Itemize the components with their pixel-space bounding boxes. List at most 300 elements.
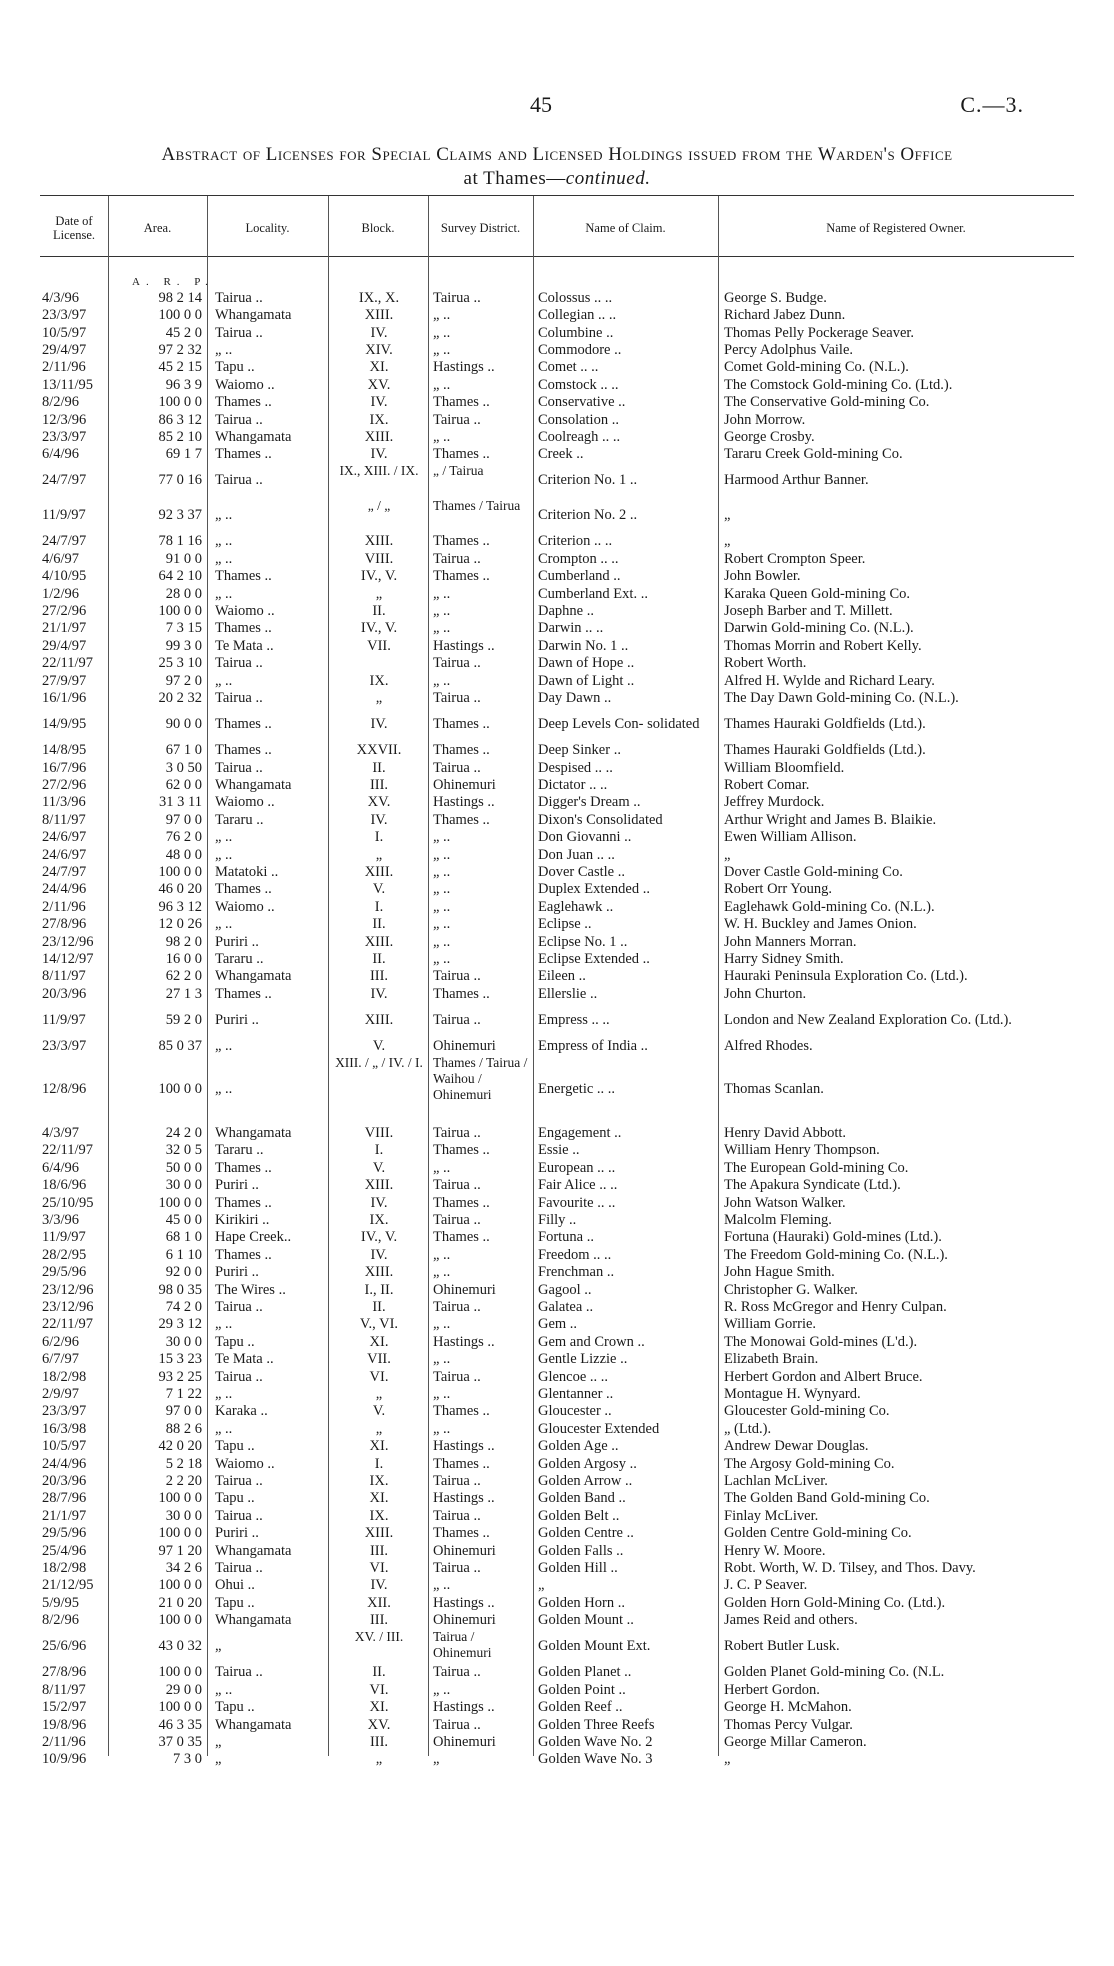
- cell-owner: William Gorrie.: [724, 1316, 817, 1333]
- cell-area: 100 0 0: [158, 1577, 202, 1594]
- cell-block: I.: [374, 1142, 384, 1159]
- cell-date: 2/11/96: [42, 898, 86, 915]
- cell-area: 46 3 35: [158, 1716, 202, 1733]
- cell-area: 96 3 9: [165, 376, 202, 393]
- table-row: [0, 1263, 1114, 1280]
- cell-district: Hastings ..: [433, 1594, 495, 1611]
- cell-locality: Waiomo ..: [215, 1455, 275, 1472]
- cell-area: 2 2 20: [165, 1472, 202, 1489]
- cell-owner: The Freedom Gold-mining Co. (N.L.).: [724, 1246, 948, 1263]
- cell-date: 25/4/96: [42, 1542, 87, 1559]
- cell-area: 68 1 0: [165, 1229, 202, 1246]
- cell-district: Tairua ..: [433, 655, 481, 672]
- table-row: [0, 915, 1114, 932]
- cell-area: 32 0 5: [165, 1142, 202, 1159]
- cell-block: XIII.: [364, 1011, 394, 1028]
- table-row: [0, 1211, 1114, 1228]
- cell-date: 27/2/96: [42, 776, 87, 793]
- cell-district: „ ..: [433, 1577, 451, 1594]
- cell-district: Tairua ..: [433, 1177, 481, 1194]
- cell-block: XI.: [369, 1490, 389, 1507]
- cell-block: II.: [372, 759, 386, 776]
- cell-date: 27/8/96: [42, 1664, 87, 1681]
- cell-locality: Whangamata: [215, 428, 292, 445]
- cell-locality: Ohui ..: [215, 1577, 255, 1594]
- cell-district: Tairua ..: [433, 759, 481, 776]
- cell-claim: Duplex Extended ..: [538, 881, 650, 898]
- cell-area: 100 0 0: [158, 863, 202, 880]
- cell-claim: Golden Argosy ..: [538, 1455, 637, 1472]
- cell-area: 29 3 12: [158, 1316, 202, 1333]
- cell-block: III.: [369, 1733, 389, 1750]
- cell-date: 4/3/96: [42, 289, 80, 306]
- cell-locality: Hape Creek..: [215, 1229, 292, 1246]
- table-row: [0, 1733, 1114, 1750]
- cell-date: 22/11/97: [42, 655, 94, 672]
- cell-owner: William Bloomfield.: [724, 759, 845, 776]
- cell-area: 69 1 7: [165, 446, 202, 463]
- cell-district: „ ..: [433, 1159, 451, 1176]
- cell-locality: Thames ..: [215, 881, 272, 898]
- cell-area: 97 1 20: [158, 1542, 202, 1559]
- cell-locality: Puriri ..: [215, 1264, 259, 1281]
- cell-district: „ ..: [433, 1420, 451, 1437]
- cell-district: Hastings ..: [433, 1438, 495, 1455]
- cell-block: XIII.: [364, 1177, 394, 1194]
- cell-owner: John Manners Morran.: [724, 933, 857, 950]
- cell-owner: Golden Planet Gold-mining Co. (N.L.: [724, 1664, 945, 1681]
- cell-claim: Golden Arrow ..: [538, 1472, 633, 1489]
- table-row: [0, 1368, 1114, 1385]
- page-title: [40, 143, 1074, 191]
- cell-locality: „ ..: [215, 550, 233, 567]
- cell-claim: Empress .. ..: [538, 1011, 610, 1028]
- cell-area: 76 2 0: [165, 829, 202, 846]
- cell-district: Ohinemuri: [433, 1037, 496, 1054]
- cell-owner: Robert Crompton Speer.: [724, 550, 866, 567]
- cell-date: 8/11/97: [42, 811, 86, 828]
- cell-area: 86 3 12: [158, 411, 202, 428]
- cell-date: 20/3/96: [42, 1472, 87, 1489]
- cell-locality: Tairua ..: [215, 759, 263, 776]
- cell-block: IV.: [370, 811, 388, 828]
- cell-owner: John Morrow.: [724, 411, 806, 428]
- cell-locality: The Wires ..: [215, 1281, 286, 1298]
- cell-area: 31 3 11: [159, 794, 202, 811]
- cell-district: Hastings ..: [433, 1333, 495, 1350]
- cell-owner: „: [724, 507, 731, 524]
- cell-area: 92 0 0: [165, 1264, 202, 1281]
- cell-block: III.: [369, 1542, 389, 1559]
- cell-date: 24/7/97: [42, 472, 87, 489]
- cell-date: 22/11/97: [42, 1142, 94, 1159]
- table-row: [0, 341, 1114, 358]
- cell-owner: Golden Horn Gold-Mining Co. (Ltd.).: [724, 1594, 946, 1611]
- cell-date: 22/11/97: [42, 1316, 94, 1333]
- cell-claim: Golden Age ..: [538, 1438, 619, 1455]
- cell-claim: Don Giovanni ..: [538, 829, 632, 846]
- table-row: [0, 1664, 1114, 1681]
- cell-locality: Whangamata: [215, 776, 292, 793]
- cell-owner: Hauraki Peninsula Exploration Co. (Ltd.).: [724, 968, 968, 985]
- cell-claim: Gloucester Extended: [538, 1420, 660, 1437]
- cell-locality: Tairua ..: [215, 1472, 263, 1489]
- cell-block: XIII.: [364, 933, 394, 950]
- cell-locality: Whangamata: [215, 1124, 292, 1141]
- cell-block: IV.: [370, 715, 388, 732]
- cell-district: Tairua / Ohinemuri: [433, 1628, 492, 1660]
- cell-date: 14/9/95: [42, 715, 87, 732]
- cell-date: 11/9/97: [42, 1229, 86, 1246]
- cell-locality: Waiomo ..: [215, 602, 275, 619]
- cell-block: I.: [374, 1455, 384, 1472]
- cell-block: XI.: [369, 1699, 389, 1716]
- cell-owner: Malcolm Fleming.: [724, 1211, 832, 1228]
- table-row: [0, 933, 1114, 950]
- cell-block: IV.: [370, 394, 388, 411]
- cell-block: IV.: [370, 1577, 388, 1594]
- cell-area: 37 0 35: [158, 1733, 202, 1750]
- cell-block: IX.: [369, 1472, 389, 1489]
- cell-block: „: [375, 1420, 383, 1437]
- title-line-2b: continued.: [565, 168, 651, 189]
- cell-claim: Golden Band ..: [538, 1490, 626, 1507]
- table-row: [0, 1316, 1114, 1333]
- cell-claim: Gloucester ..: [538, 1403, 612, 1420]
- cell-owner: Eaglehawk Gold-mining Co. (N.L.).: [724, 898, 935, 915]
- cell-area: 28 0 0: [165, 585, 202, 602]
- cell-district: Ohinemuri: [433, 1281, 496, 1298]
- cell-locality: Tairua ..: [215, 689, 263, 706]
- cell-date: 29/4/97: [42, 341, 87, 358]
- cell-locality: Tararu ..: [215, 811, 264, 828]
- table-row: [0, 533, 1114, 550]
- cell-locality: „ ..: [215, 1385, 233, 1402]
- cell-owner: Harry Sidney Smith.: [724, 950, 844, 967]
- cell-date: 18/6/96: [42, 1177, 87, 1194]
- header-claim: Name of Claim.: [585, 221, 666, 235]
- cell-block: V.: [372, 1403, 386, 1420]
- cell-locality: Kirikiri ..: [215, 1211, 270, 1228]
- cell-locality: Thames ..: [215, 568, 272, 585]
- cell-owner: Fortuna (Hauraki) Gold-mines (Ltd.).: [724, 1229, 942, 1246]
- cell-district: Tairua ..: [433, 1211, 481, 1228]
- cell-claim: Darwin No. 1 ..: [538, 637, 629, 654]
- area-units: A. R. P.: [132, 276, 214, 288]
- cell-block: „: [375, 585, 383, 602]
- table-row: [0, 1055, 1114, 1125]
- cell-block: XIII.: [364, 1525, 394, 1542]
- cell-claim: Galatea ..: [538, 1298, 594, 1315]
- cell-claim: Commodore ..: [538, 341, 622, 358]
- cell-claim: Consolation ..: [538, 411, 619, 428]
- table-row: [0, 1455, 1114, 1472]
- cell-area: 98 2 14: [158, 289, 202, 306]
- cell-locality: Tairua ..: [215, 1298, 263, 1315]
- cell-district: „ ..: [433, 376, 451, 393]
- cell-owner: Montague H. Wynyard.: [724, 1385, 861, 1402]
- cell-block: „: [375, 846, 383, 863]
- cell-claim: Golden Point ..: [538, 1681, 626, 1698]
- cell-claim: Gem ..: [538, 1316, 578, 1333]
- cell-district: Thames ..: [433, 742, 490, 759]
- cell-claim: Eclipse No. 1 ..: [538, 933, 628, 950]
- cell-claim: Filly ..: [538, 1211, 577, 1228]
- cell-district: Tairua ..: [433, 411, 481, 428]
- cell-owner: George Millar Cameron.: [724, 1733, 867, 1750]
- cell-owner: The Conservative Gold-mining Co.: [724, 394, 930, 411]
- table-row: [0, 1524, 1114, 1541]
- table-row: [0, 1298, 1114, 1315]
- cell-area: 90 0 0: [165, 715, 202, 732]
- cell-area: 16 0 0: [165, 950, 202, 967]
- cell-locality: „ ..: [215, 846, 233, 863]
- cell-locality: Thames ..: [215, 620, 272, 637]
- header-block: Block.: [361, 221, 395, 235]
- cell-area: 59 2 0: [165, 1011, 202, 1028]
- table-row: [0, 811, 1114, 828]
- cell-area: 34 2 6: [165, 1559, 202, 1576]
- cell-area: 98 2 0: [165, 933, 202, 950]
- cell-block: IX., X.: [358, 289, 400, 306]
- cell-district: Tairua ..: [433, 1507, 481, 1524]
- cell-date: 23/12/96: [42, 1281, 94, 1298]
- cell-date: 19/8/96: [42, 1716, 87, 1733]
- cell-block: XIII.: [364, 533, 394, 550]
- cell-date: 2/11/96: [42, 359, 86, 376]
- cell-owner: W. H. Buckley and James Onion.: [724, 916, 917, 933]
- cell-district: Tairua ..: [433, 1716, 481, 1733]
- cell-area: 74 2 0: [165, 1298, 202, 1315]
- page-code: C.—3.: [960, 92, 1024, 117]
- cell-claim: Dover Castle ..: [538, 863, 625, 880]
- cell-area: 30 0 0: [165, 1333, 202, 1350]
- cell-block: I.: [374, 898, 384, 915]
- cell-owner: Percy Adolphus Vaile.: [724, 341, 854, 358]
- title-line-1: Abstract of Licenses for Special Claims and Licensed Holdings issued from the Warden's Office: [161, 144, 953, 165]
- cell-area: 62 2 0: [165, 968, 202, 985]
- cell-owner: George S. Budge.: [724, 289, 827, 306]
- table-row: [0, 1037, 1114, 1054]
- cell-area: 25 3 10: [158, 655, 202, 672]
- cell-owner: The Apakura Syndicate (Ltd.).: [724, 1177, 901, 1194]
- cell-claim: Energetic .. ..: [538, 1081, 616, 1098]
- cell-locality: Puriri ..: [215, 1525, 259, 1542]
- table-row: [0, 411, 1114, 428]
- table-row: [0, 1229, 1114, 1246]
- cell-date: 27/8/96: [42, 916, 87, 933]
- cell-date: 16/1/96: [42, 689, 87, 706]
- cell-claim: Comet .. ..: [538, 359, 599, 376]
- cell-owner: Dover Castle Gold-mining Co.: [724, 863, 903, 880]
- cell-block: IX.: [369, 1507, 389, 1524]
- cell-area: 24 2 0: [165, 1124, 202, 1141]
- cell-date: 18/2/98: [42, 1368, 87, 1385]
- cell-date: 5/9/95: [42, 1594, 80, 1611]
- cell-district: „ ..: [433, 916, 451, 933]
- cell-block: XIII.: [364, 1264, 394, 1281]
- cell-owner: John Churton.: [724, 985, 807, 1002]
- cell-area: 100 0 0: [158, 1612, 202, 1629]
- cell-area: 46 0 20: [158, 881, 202, 898]
- table-row: [0, 498, 1114, 533]
- cell-date: 4/3/97: [42, 1124, 80, 1141]
- cell-claim: Glentanner ..: [538, 1385, 614, 1402]
- cell-district: „ ..: [433, 620, 451, 637]
- table-row: [0, 1142, 1114, 1159]
- cell-area: 100 0 0: [158, 602, 202, 619]
- table-row: [0, 654, 1114, 671]
- cell-area: 96 3 12: [158, 898, 202, 915]
- cell-locality: „ ..: [215, 533, 233, 550]
- cell-block: I.: [374, 829, 384, 846]
- cell-owner: William Henry Thompson.: [724, 1142, 880, 1159]
- cell-date: 12/3/96: [42, 411, 87, 428]
- cell-owner: The Comstock Gold-mining Co. (Ltd.).: [724, 376, 953, 393]
- cell-owner: The Monowai Gold-mines (L'd.).: [724, 1333, 918, 1350]
- page-number: 45: [530, 92, 552, 117]
- cell-district: Tairua ..: [433, 1368, 481, 1385]
- cell-district: Tairua ..: [433, 1559, 481, 1576]
- cell-district: „ ..: [433, 1316, 451, 1333]
- cell-block: VIII.: [364, 1124, 394, 1141]
- cell-locality: Matatoki ..: [215, 863, 279, 880]
- cell-claim: Eaglehawk ..: [538, 898, 614, 915]
- cell-owner: Robert Worth.: [724, 655, 807, 672]
- cell-district: Ohinemuri: [433, 776, 496, 793]
- cell-district: Tairua ..: [433, 968, 481, 985]
- cell-owner: The Day Dawn Gold-mining Co. (N.L.).: [724, 689, 959, 706]
- table-row: [0, 1698, 1114, 1715]
- cell-district: „ ..: [433, 1681, 451, 1698]
- table-row: [0, 1385, 1114, 1402]
- cell-block: VII.: [367, 1351, 391, 1368]
- cell-district: „ ..: [433, 1264, 451, 1281]
- table-row: [0, 1403, 1114, 1420]
- cell-locality: Tairua ..: [215, 1368, 263, 1385]
- cell-owner: Robert Comar.: [724, 776, 810, 793]
- cell-claim: Gem and Crown ..: [538, 1333, 645, 1350]
- table-row: [0, 1281, 1114, 1298]
- cell-claim: Golden Mount Ext.: [538, 1638, 651, 1655]
- table-row: [0, 376, 1114, 393]
- cell-area: 48 0 0: [165, 846, 202, 863]
- cell-area: 100 0 0: [158, 1490, 202, 1507]
- cell-date: 14/8/95: [42, 742, 87, 759]
- cell-block: „ / „: [367, 497, 391, 513]
- table-row: [0, 1002, 1114, 1037]
- cell-locality: Tairua ..: [215, 324, 263, 341]
- cell-date: 4/6/97: [42, 550, 80, 567]
- cell-date: 23/3/97: [42, 307, 87, 324]
- cell-date: 24/7/97: [42, 533, 87, 550]
- cell-district: Thames ..: [433, 715, 490, 732]
- cell-locality: „ ..: [215, 1420, 233, 1437]
- table-row: [0, 1194, 1114, 1211]
- cell-locality: Whangamata: [215, 307, 292, 324]
- cell-claim: Favourite .. ..: [538, 1194, 616, 1211]
- cell-owner: Golden Centre Gold-mining Co.: [724, 1525, 912, 1542]
- cell-district: Thames ..: [433, 811, 490, 828]
- cell-area: 12 0 26: [158, 916, 202, 933]
- cell-area: 6 1 10: [165, 1246, 202, 1263]
- cell-district: „ ..: [433, 846, 451, 863]
- cell-claim: Conservative ..: [538, 394, 626, 411]
- cell-locality: „ ..: [215, 916, 233, 933]
- cell-district: „ ..: [433, 898, 451, 915]
- cell-date: 6/7/97: [42, 1351, 80, 1368]
- cell-claim: Dictator .. ..: [538, 776, 608, 793]
- cell-date: 1/2/96: [42, 585, 80, 602]
- cell-claim: Criterion No. 1 ..: [538, 472, 638, 489]
- cell-area: 85 0 37: [158, 1037, 202, 1054]
- cell-date: 10/9/96: [42, 1751, 87, 1768]
- table-row: [0, 1542, 1114, 1559]
- cell-locality: Thames ..: [215, 742, 272, 759]
- cell-district: Thames ..: [433, 394, 490, 411]
- cell-area: 97 2 32: [158, 341, 202, 358]
- cell-locality: Whangamata: [215, 968, 292, 985]
- cell-block: V.: [372, 1159, 386, 1176]
- table-row: [0, 637, 1114, 654]
- cell-locality: Waiomo ..: [215, 794, 275, 811]
- cell-claim: „: [538, 1577, 545, 1594]
- cell-owner: Robert Orr Young.: [724, 881, 832, 898]
- cell-claim: Despised .. ..: [538, 759, 613, 776]
- cell-date: 18/2/98: [42, 1559, 87, 1576]
- cell-block: II.: [372, 950, 386, 967]
- cell-claim: Day Dawn ..: [538, 689, 612, 706]
- cell-date: 3/3/96: [42, 1211, 80, 1228]
- cell-locality: „ ..: [215, 672, 233, 689]
- cell-date: 24/7/97: [42, 863, 87, 880]
- cell-locality: Thames ..: [215, 985, 272, 1002]
- table-row: [0, 306, 1114, 323]
- cell-district: Tairua ..: [433, 689, 481, 706]
- cell-district: Thames ..: [433, 1194, 490, 1211]
- cell-owner: Harmood Arthur Banner.: [724, 472, 869, 489]
- cell-date: 11/9/97: [42, 1011, 86, 1028]
- cell-owner: Henry David Abbott.: [724, 1124, 847, 1141]
- cell-block: V., VI.: [359, 1316, 399, 1333]
- cell-owner: The Argosy Gold-mining Co.: [724, 1455, 895, 1472]
- cell-owner: Arthur Wright and James B. Blaikie.: [724, 811, 937, 828]
- cell-area: 30 0 0: [165, 1177, 202, 1194]
- cell-district: Ohinemuri: [433, 1612, 496, 1629]
- cell-owner: Darwin Gold-mining Co. (N.L.).: [724, 620, 914, 637]
- cell-date: 25/6/96: [42, 1638, 87, 1655]
- cell-date: 25/10/95: [42, 1194, 94, 1211]
- cell-locality: Thames ..: [215, 394, 272, 411]
- cell-locality: „ ..: [215, 341, 233, 358]
- cell-block: „: [375, 689, 383, 706]
- cell-area: 29 0 0: [165, 1681, 202, 1698]
- cell-claim: Ellerslie ..: [538, 985, 598, 1002]
- cell-block: II.: [372, 1298, 386, 1315]
- table-row: [0, 707, 1114, 742]
- cell-area: 92 3 37: [158, 507, 202, 524]
- cell-locality: Waiomo ..: [215, 898, 275, 915]
- cell-locality: Tapu ..: [215, 1333, 255, 1350]
- cell-locality: Tararu ..: [215, 1142, 264, 1159]
- cell-owner: James Reid and others.: [724, 1612, 858, 1629]
- cell-block: V.: [372, 881, 386, 898]
- cell-area: 27 1 3: [165, 985, 202, 1002]
- cell-claim: Deep Sinker ..: [538, 742, 621, 759]
- cell-date: 8/2/96: [42, 394, 80, 411]
- table-row: [0, 1594, 1114, 1611]
- cell-area: 42 0 20: [158, 1438, 202, 1455]
